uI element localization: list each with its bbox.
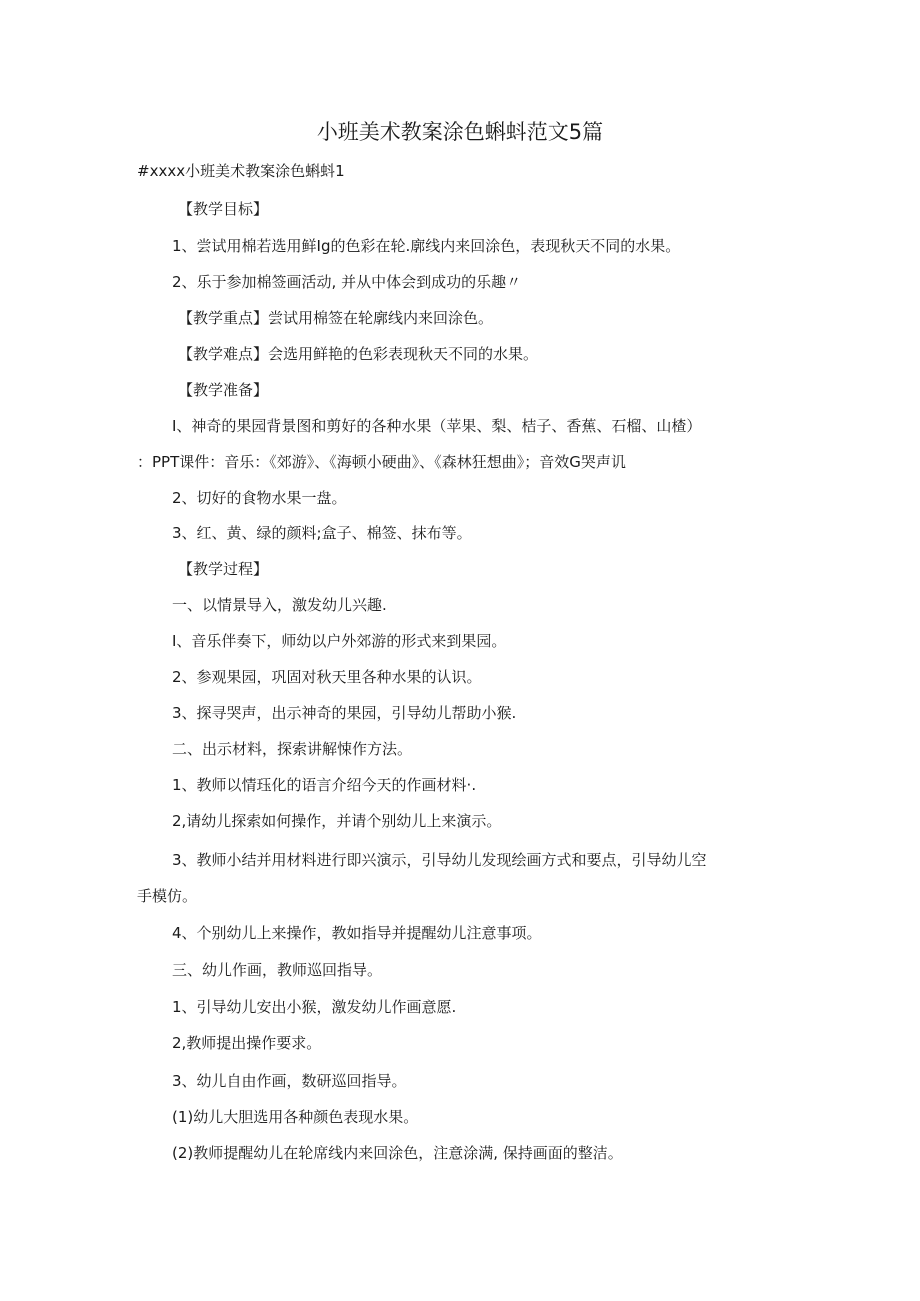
goal-item-1: 1、尝试用棉若选用鲜Ig的色彩在轮.廓线内来回涂色，表现秋天不同的水果。 — [172, 237, 681, 255]
process-step-3-item-3: 3、幼儿自由作画，数研巡回指导。 — [172, 1072, 407, 1090]
process-step-1-item-1: I、音乐伴奏下，师幼以户外郊游的形式来到果园。 — [172, 632, 507, 650]
process-step-2-item-3-continued: 手模仿。 — [137, 887, 198, 905]
heading-teaching-goals: 【教学目标】 — [178, 200, 269, 218]
process-step-1-item-3: 3、探寻哭声，出示神奇的果园，引导幼儿帮助小猴. — [172, 704, 517, 722]
heading-teaching-process: 【教学过程】 — [178, 560, 269, 578]
process-step-1: 一、以情景导入，激发幼儿兴趣. — [172, 596, 387, 614]
goal-item-2: 2、乐于参加棉签画活动, 并从中体会到成功的乐趣〃 — [172, 273, 522, 291]
process-step-3: 三、幼儿作画，教师巡回指导。 — [172, 961, 383, 979]
process-step-2-item-2: 2,请幼儿探索如何操作，并请个别幼儿上来演示。 — [172, 812, 502, 830]
teaching-difficulty: 【教学难点】会选用鲜艳的色彩表现秋天不同的水果。 — [178, 345, 539, 363]
process-step-3-subitem-2: (2)教师提醒幼儿在轮席线内来回涂色，注意涂满, 保持画面的整洁。 — [172, 1144, 623, 1162]
preparation-item-3: 3、红、黄、绿的颜料;盒子、棉签、抹布等。 — [172, 524, 472, 542]
preparation-item-1: I、神奇的果园背景图和剪好的各种水果（苹果、梨、桔子、香蕉、石榴、山楂） — [172, 417, 702, 435]
process-step-3-item-2: 2,教师提出操作要求。 — [172, 1034, 322, 1052]
preparation-item-1-continued: ：PPT课件：音乐：《郊游》、《海顿小硬曲》、《森林狂想曲》；音效G哭声讥 — [137, 453, 626, 471]
process-step-2: 二、出示材料，探索讲解悚作方法。 — [172, 740, 413, 758]
section-heading: #xxxx小班美术教案涂色蝌蚪1 — [137, 162, 345, 180]
preparation-item-2: 2、切好的食物水果一盘。 — [172, 489, 347, 507]
process-step-2-item-1: 1、教师以情珏化的语言介绍今天的作画材料·. — [172, 776, 477, 794]
heading-preparation: 【教学准备】 — [178, 381, 269, 399]
process-step-3-item-1: 1、引导幼儿安出小猴，激发幼儿作画意愿. — [172, 998, 457, 1016]
process-step-1-item-2: 2、参观果园，巩固对秋天里各种水果的认识。 — [172, 668, 482, 686]
process-step-3-subitem-1: (1)幼儿大胆选用各种颜色表现水果。 — [172, 1108, 419, 1126]
document-title: 小班美术教案涂色蝌蚪范文5篇 — [316, 120, 604, 144]
teaching-key-point: 【教学重点】尝试用棉签在轮廓线内来回涂色。 — [178, 309, 494, 327]
process-step-2-item-3: 3、教师小结并用材料进行即兴演示，引导幼儿发现绘画方式和要点，引导幼儿空 — [172, 851, 707, 869]
process-step-2-item-4: 4、个别幼儿上来操作，教如指导并提醒幼儿注意事项。 — [172, 924, 542, 942]
